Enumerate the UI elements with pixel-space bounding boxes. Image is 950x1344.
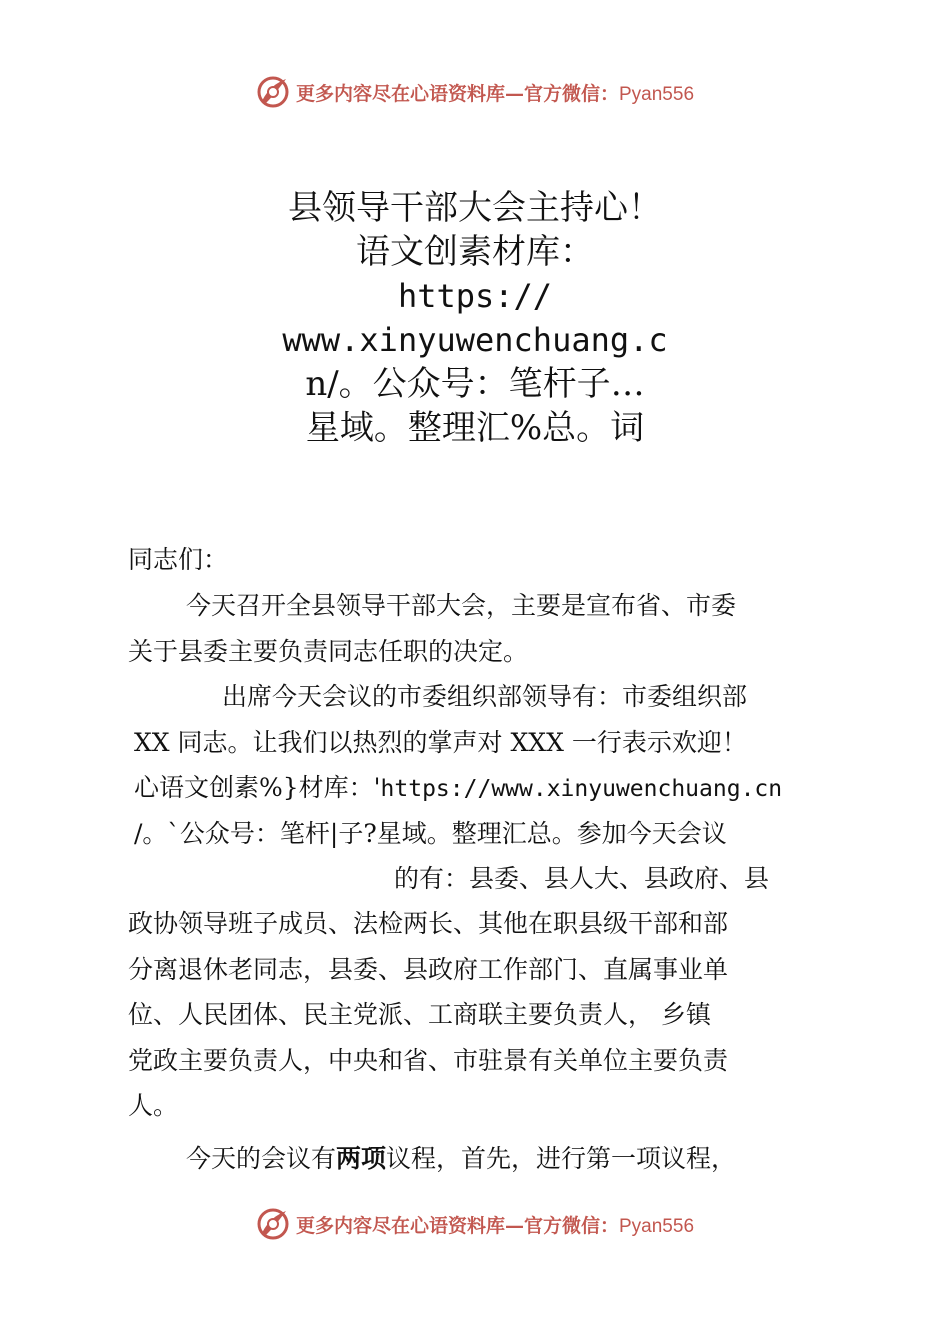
paragraph-2-line-1: 出席今天会议的市委组织部领导有：市委组织部	[222, 682, 748, 711]
paragraph-2-line-2: XX 同志。让我们以热烈的掌声对 XXX 一行表示欢迎！	[134, 728, 747, 757]
paragraph-2-line-6: 政协领导班子成员、法检两长、其他在职县级干部和部	[128, 909, 729, 938]
source-url: https://www.xinyuwenchuang.cn	[380, 776, 783, 802]
paragraph-2-line-5: 的有：县委、县人大、县政府、县	[394, 864, 770, 893]
title-line-4: www.xinyuwenchuang.c	[282, 321, 668, 359]
emphasis-text: 两项	[336, 1144, 387, 1173]
title-line-6: 星域。整理汇%总。词	[305, 408, 645, 448]
source-label: 心语文创素%}材库：'	[134, 773, 381, 802]
greeting: 同志们：	[128, 545, 229, 574]
paragraph-2-line-3	[134, 765, 782, 813]
paragraph-2-line-9: 党政主要负责人，中央和省、市驻景有关单位主要负责	[128, 1046, 729, 1075]
watermark-text: 更多内容尽在心语资料库—官方微信：Pyan556	[295, 1214, 695, 1237]
paragraph-2-line-8: 位、人民团体、民主党派、工商联主要负责人， 乡镇	[128, 1000, 711, 1029]
paragraph-1-line-1: 今天召开全县领导干部大会，主要是宣布省、市委	[186, 591, 737, 620]
paragraph-2-line-4: /。`公众号：笔杆|子?星域。整理汇总。参加今天会议	[134, 819, 727, 848]
title-line-1: 县领导干部大会主持心！	[288, 188, 662, 228]
paragraph-3-line-1: 今天的会议有两项议程，首先，进行第一项议程，	[186, 1144, 737, 1173]
paragraph-2-line-7: 分离退休老同志，县委、县政府工作部门、直属事业单	[128, 955, 729, 984]
watermark-banner-top	[0, 72, 950, 112]
watermark-banner-bottom	[0, 1204, 950, 1244]
title-line-2: 语文创素材库：	[356, 232, 594, 272]
paragraph-2-line-10: 人。	[128, 1091, 179, 1120]
paragraph-1-line-2: 关于县委主要负责同志任职的决定。	[128, 637, 529, 666]
title-line-3: https://	[397, 277, 553, 315]
brush-logo-icon	[256, 1207, 290, 1241]
watermark-text: 更多内容尽在心语资料库—官方微信：Pyan556	[295, 82, 695, 105]
title-line-5: n/。公众号：笔杆子…	[305, 364, 645, 404]
document-title	[0, 186, 950, 450]
brush-logo-icon	[256, 75, 290, 109]
